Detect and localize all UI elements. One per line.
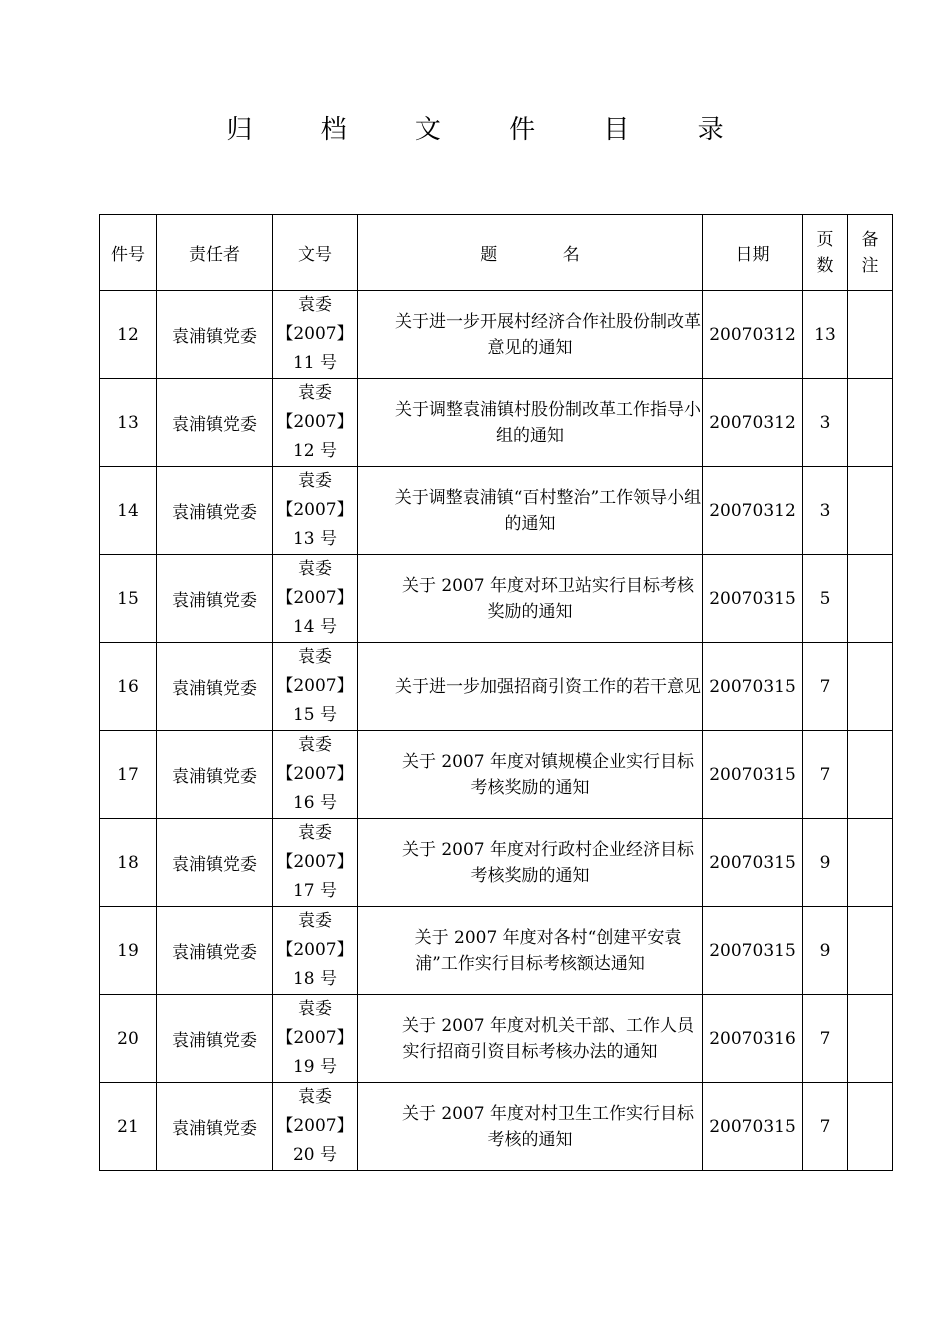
subject-text: 关于 2007 年度对行政村企业经济目标考核奖励的通知 <box>401 839 695 886</box>
date-cell: 20070315 <box>703 643 803 731</box>
date-cell: 20070316 <box>703 995 803 1083</box>
subject-text: 关于调整袁浦镇村股份制改革工作指导小组的通知 <box>395 399 701 446</box>
header-remarks-line2: 注 <box>861 255 879 276</box>
subject-text: 关于进一步加强招商引资工作的若干意见 <box>395 676 701 697</box>
subject-cell <box>358 643 703 731</box>
doc-no-line: 袁委 <box>298 911 332 931</box>
table-row <box>100 1083 893 1171</box>
item-no-cell: 17 <box>100 731 157 819</box>
table-body <box>100 291 893 1171</box>
remarks-cell <box>848 291 893 379</box>
remarks-cell <box>848 467 893 555</box>
date-cell: 20070312 <box>703 291 803 379</box>
header-responsible: 责任者 <box>157 215 273 291</box>
doc-no-line: 袁委 <box>298 295 332 315</box>
responsible-cell: 袁浦镇党委 <box>157 907 273 995</box>
date-cell: 20070315 <box>703 731 803 819</box>
doc-no-cell <box>273 907 358 995</box>
doc-no-line: 袁委 <box>298 559 332 579</box>
date-cell: 20070315 <box>703 819 803 907</box>
subject-text: 关于 2007 年度对村卫生工作实行目标考核的通知 <box>401 1103 695 1150</box>
table-row <box>100 467 893 555</box>
date-cell: 20070315 <box>703 907 803 995</box>
doc-no-line: 【2007】 <box>276 764 354 784</box>
date-cell: 20070315 <box>703 1083 803 1171</box>
item-no-cell: 16 <box>100 643 157 731</box>
doc-no-line: 18 号 <box>292 969 338 989</box>
doc-no-cell <box>273 643 358 731</box>
responsible-cell: 袁浦镇党委 <box>157 731 273 819</box>
doc-no-line: 【2007】 <box>276 676 354 696</box>
table-row <box>100 291 893 379</box>
doc-no-line: 袁委 <box>298 823 332 843</box>
doc-no-cell <box>273 995 358 1083</box>
item-no-cell: 13 <box>100 379 157 467</box>
remarks-cell <box>848 643 893 731</box>
pages-cell: 13 <box>803 291 848 379</box>
item-no-cell: 12 <box>100 291 157 379</box>
responsible-cell: 袁浦镇党委 <box>157 379 273 467</box>
doc-no-line: 【2007】 <box>276 940 354 960</box>
responsible-cell: 袁浦镇党委 <box>157 995 273 1083</box>
responsible-cell: 袁浦镇党委 <box>157 555 273 643</box>
doc-no-cell <box>273 1083 358 1171</box>
header-doc-no: 文号 <box>273 215 358 291</box>
header-pages-line2: 数 <box>816 255 834 276</box>
subject-cell <box>358 819 703 907</box>
subject-text: 关于 2007 年度对机关干部、工作人员实行招商引资目标考核办法的通知 <box>401 1015 695 1062</box>
table-row <box>100 643 893 731</box>
item-no-cell: 14 <box>100 467 157 555</box>
pages-cell: 7 <box>803 995 848 1083</box>
doc-no-line: 【2007】 <box>276 1028 354 1048</box>
header-remarks <box>848 215 893 291</box>
doc-no-cell <box>273 467 358 555</box>
doc-no-cell <box>273 555 358 643</box>
subject-cell <box>358 731 703 819</box>
doc-no-line: 袁委 <box>298 999 332 1019</box>
doc-no-cell <box>273 731 358 819</box>
doc-no-line: 20 号 <box>292 1145 338 1165</box>
doc-no-line: 袁委 <box>298 471 332 491</box>
item-no-cell: 19 <box>100 907 157 995</box>
responsible-cell: 袁浦镇党委 <box>157 291 273 379</box>
doc-no-line: 【2007】 <box>276 1116 354 1136</box>
subject-cell <box>358 907 703 995</box>
header-date: 日期 <box>703 215 803 291</box>
responsible-cell: 袁浦镇党委 <box>157 819 273 907</box>
doc-no-cell <box>273 819 358 907</box>
pages-cell: 3 <box>803 379 848 467</box>
table-row <box>100 819 893 907</box>
table-row <box>100 555 893 643</box>
pages-cell: 7 <box>803 731 848 819</box>
item-no-cell: 15 <box>100 555 157 643</box>
remarks-cell <box>848 379 893 467</box>
header-pages-line1: 页 <box>816 229 834 250</box>
pages-cell: 7 <box>803 643 848 731</box>
doc-no-line: 13 号 <box>292 529 338 549</box>
pages-cell: 3 <box>803 467 848 555</box>
subject-text: 关于进一步开展村经济合作社股份制改革意见的通知 <box>395 311 701 358</box>
doc-no-line: 袁委 <box>298 383 332 403</box>
doc-no-line: 16 号 <box>292 793 338 813</box>
remarks-cell <box>848 555 893 643</box>
doc-no-line: 12 号 <box>292 441 338 461</box>
responsible-cell: 袁浦镇党委 <box>157 643 273 731</box>
table-row <box>100 379 893 467</box>
doc-no-line: 袁委 <box>298 735 332 755</box>
header-subject <box>358 215 703 291</box>
doc-no-line: 14 号 <box>292 617 338 637</box>
header-subject-label: 题 名 <box>480 245 580 265</box>
remarks-cell <box>848 907 893 995</box>
table-header-row <box>100 215 893 291</box>
doc-no-line: 【2007】 <box>276 500 354 520</box>
doc-no-line: 【2007】 <box>276 852 354 872</box>
archive-catalog-table <box>99 214 893 1171</box>
doc-no-cell <box>273 379 358 467</box>
table-row <box>100 907 893 995</box>
subject-text: 关于调整袁浦镇“百村整治”工作领导小组的通知 <box>394 487 702 534</box>
remarks-cell <box>848 731 893 819</box>
table-row <box>100 995 893 1083</box>
date-cell: 20070315 <box>703 555 803 643</box>
subject-cell <box>358 291 703 379</box>
pages-cell: 9 <box>803 907 848 995</box>
header-item-no: 件号 <box>100 215 157 291</box>
remarks-cell <box>848 1083 893 1171</box>
item-no-cell: 21 <box>100 1083 157 1171</box>
subject-cell <box>358 379 703 467</box>
subject-text: 关于 2007 年度对镇规模企业实行目标考核奖励的通知 <box>401 751 695 798</box>
doc-no-line: 17 号 <box>292 881 338 901</box>
doc-no-line: 11 号 <box>292 353 338 373</box>
pages-cell: 5 <box>803 555 848 643</box>
subject-text: 关于 2007 年度对各村“创建平安袁浦”工作实行目标考核额达通知 <box>414 927 682 974</box>
header-remarks-line1: 备 <box>861 229 879 250</box>
responsible-cell: 袁浦镇党委 <box>157 467 273 555</box>
pages-cell: 9 <box>803 819 848 907</box>
doc-no-line: 【2007】 <box>276 324 354 344</box>
doc-no-line: 15 号 <box>292 705 338 725</box>
subject-text: 关于 2007 年度对环卫站实行目标考核奖励的通知 <box>401 575 695 622</box>
date-cell: 20070312 <box>703 379 803 467</box>
pages-cell: 7 <box>803 1083 848 1171</box>
header-pages <box>803 215 848 291</box>
table-row <box>100 731 893 819</box>
doc-no-line: 【2007】 <box>276 588 354 608</box>
subject-cell <box>358 1083 703 1171</box>
remarks-cell <box>848 995 893 1083</box>
remarks-cell <box>848 819 893 907</box>
item-no-cell: 20 <box>100 995 157 1083</box>
subject-cell <box>358 467 703 555</box>
subject-cell <box>358 555 703 643</box>
page-title: 归 档 文 件 目 录 <box>226 115 754 145</box>
doc-no-line: 袁委 <box>298 647 332 667</box>
doc-no-line: 袁委 <box>298 1087 332 1107</box>
date-cell: 20070312 <box>703 467 803 555</box>
doc-no-cell <box>273 291 358 379</box>
responsible-cell: 袁浦镇党委 <box>157 1083 273 1171</box>
doc-no-line: 19 号 <box>292 1057 338 1077</box>
item-no-cell: 18 <box>100 819 157 907</box>
subject-cell <box>358 995 703 1083</box>
doc-no-line: 【2007】 <box>276 412 354 432</box>
